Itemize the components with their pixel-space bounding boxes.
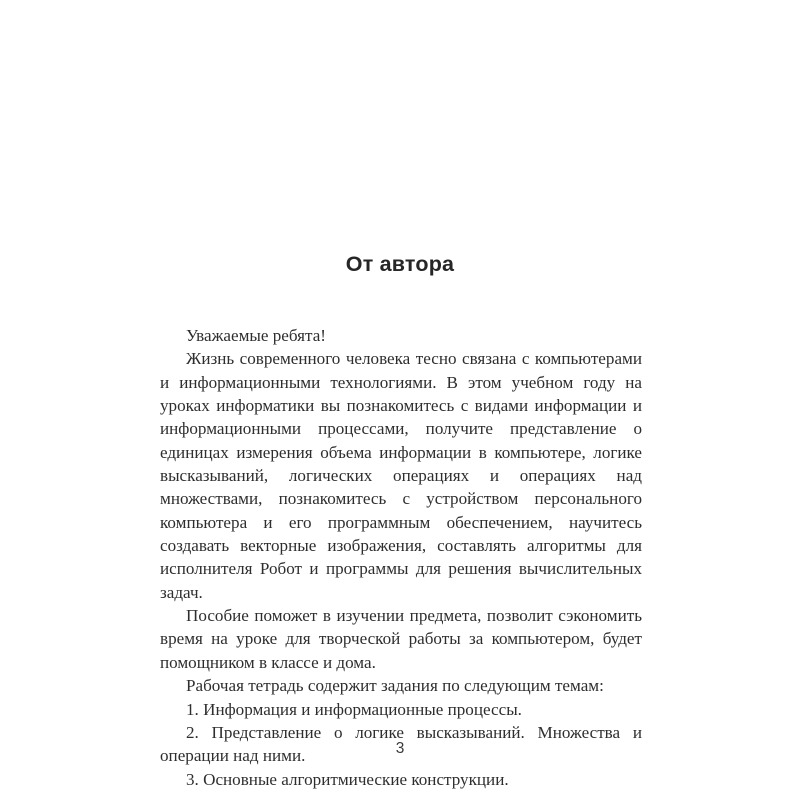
list-item: 1. Информация и информационные процессы. [186,699,522,719]
page-title: От автора [345,252,455,277]
page-body [160,324,642,791]
paragraph-topics-intro: Рабочая тетрадь содержит задания по следующим темам: [186,676,604,696]
page-number: 3 [395,740,405,757]
paragraph-intro: Жизнь современного человека тесно связана с компьютерами и информационными технологиями. В этом учебном году на уроках информатики вы познакомитесь с видами информации и информационными процессами, получите представление о единицах измерения объема информации в компьютере, логике высказываний, логических операциях и операциях над множествами, познакомитесь с устройством персонального компьютера и его программным обеспечением, научитесь создавать векторные изображения, составлять алгоритмы для исполнителя Робот и программы для решения вычислительных задач. [160,349,642,602]
greeting-line: Уважаемые ребята! [186,326,326,345]
list-item: 2. Представление о логике высказываний. Множества и операции над ними. [160,722,642,766]
paragraph-benefits: Пособие поможет в изучении предмета, позволит сэкономить время на уроке для творческой работы за компьютером, будет помощником в классе и дома. [160,606,642,672]
list-item: 3. Основные алгоритмические конструкции. [186,769,509,789]
